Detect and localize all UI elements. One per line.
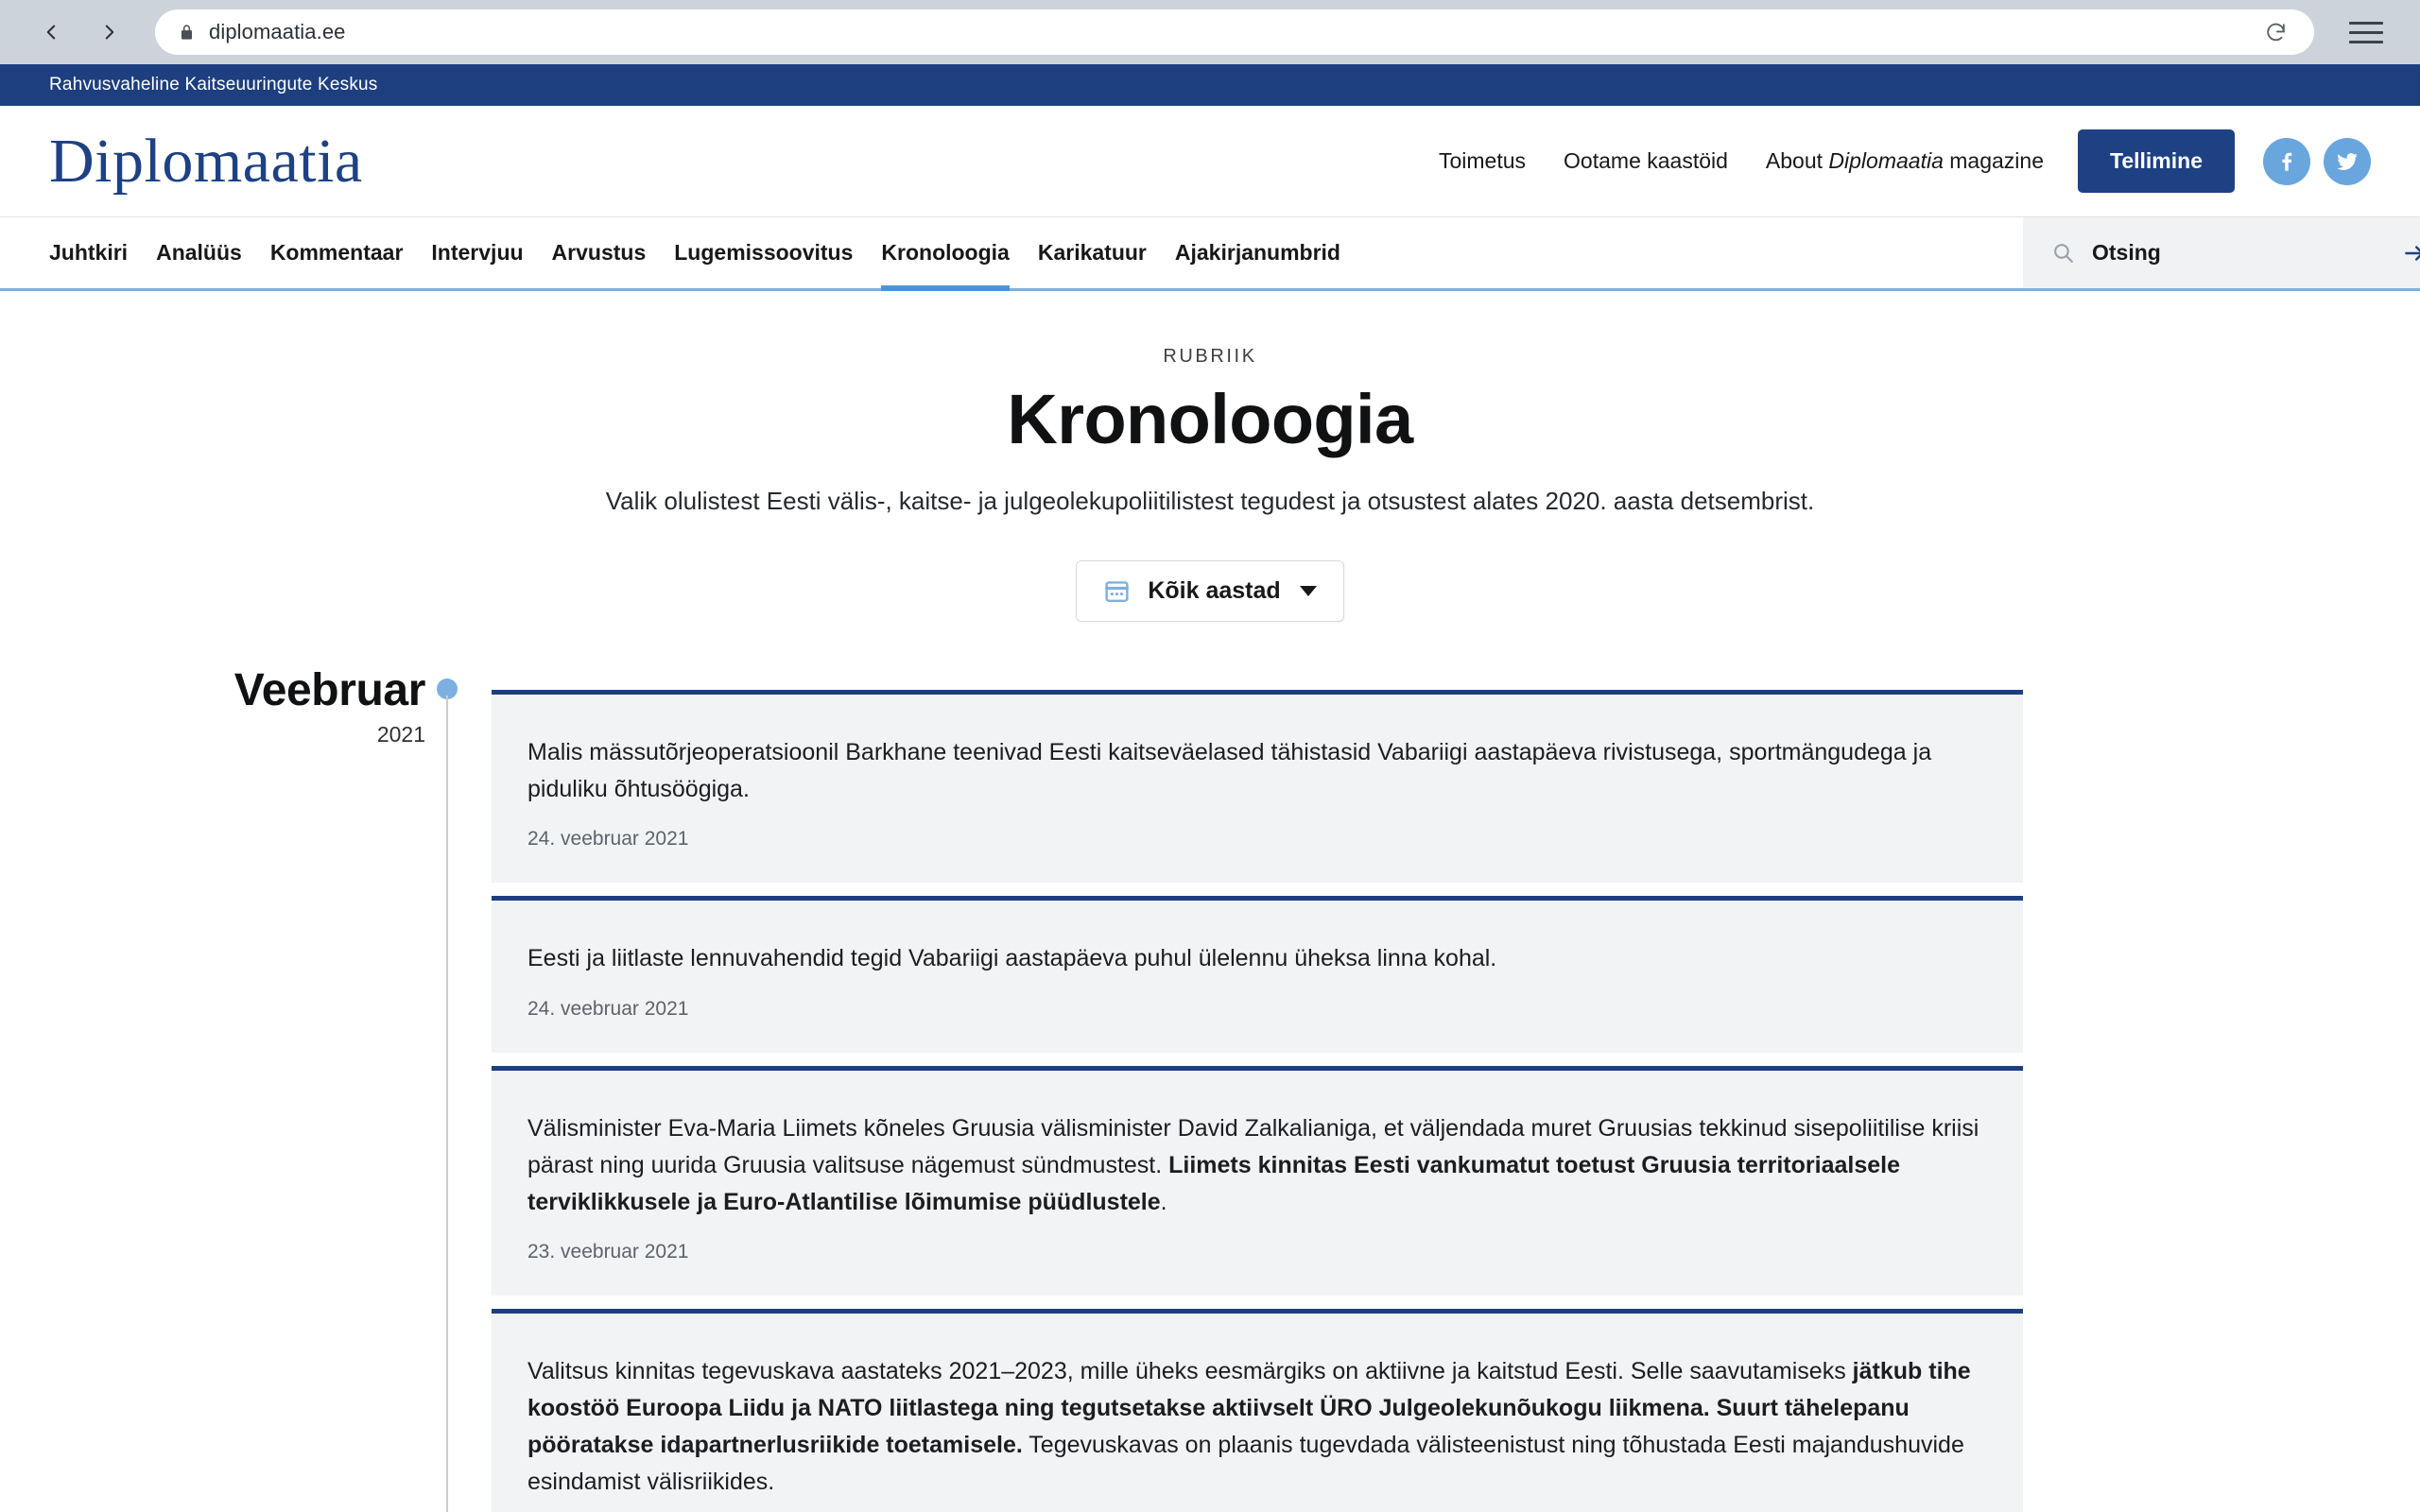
header-link-toimetus[interactable]: Toimetus: [1439, 148, 1527, 173]
nav-item-intervjuu[interactable]: Intervjuu: [431, 240, 524, 265]
entry-text-part-bold: Liimets kinnitas Eesti vankumatut toetust Gruusia territoriaalsele terviklikkusele ja Euro-Atlantilise lõimumise püüdlustele: [527, 1151, 1900, 1215]
entry-text-part: Valitsus kinnitas tegevuskava aastateks 2021–2023, mille üheks eesmärgiks on aktiivne ja kaitstud Eesti. Selle saavutamiseks: [527, 1358, 1853, 1385]
timeline-entry[interactable]: [492, 690, 2023, 884]
nav-item-arvustus[interactable]: Arvustus: [551, 240, 647, 265]
nav-item-ajakirjanumbrid[interactable]: Ajakirjanumbrid: [1174, 240, 1340, 265]
hamburger-icon-line: [2349, 22, 2383, 25]
entry-date: 23. veebruar 2021: [527, 1241, 689, 1263]
page-main: [0, 291, 2420, 1512]
site-logo[interactable]: Diplomaatia: [49, 126, 363, 196]
year-filter-label: Kõik aastad: [1148, 576, 1281, 604]
entry-text: [527, 940, 1987, 977]
organisation-banner: [0, 64, 2420, 106]
calendar-icon: [1103, 577, 1131, 605]
timeline: [0, 664, 2420, 1512]
header-link-kaastoid[interactable]: Ootame kaastöid: [1564, 148, 1728, 173]
search-icon: [2051, 241, 2075, 265]
about-post: magazine: [1943, 148, 2044, 173]
entry-text: [527, 1353, 1987, 1500]
hamburger-icon-line: [2349, 41, 2383, 43]
chevron-down-icon: [1300, 586, 1317, 596]
timeline-entry[interactable]: [492, 1309, 2023, 1512]
browser-back-button[interactable]: [25, 6, 78, 59]
reload-button[interactable]: [2260, 21, 2291, 44]
page-title: Kronoloogia: [1007, 380, 1413, 458]
browser-forward-button[interactable]: [83, 6, 136, 59]
filter-row: [0, 560, 2420, 622]
month-name: Veebruar: [233, 664, 425, 715]
organisation-name: Rahvusvaheline Kaitseuuringute Keskus: [49, 75, 378, 94]
address-bar[interactable]: [155, 9, 2314, 55]
site-header: [0, 106, 2420, 217]
browser-chrome: [0, 0, 2420, 64]
hamburger-icon-line: [2349, 31, 2383, 34]
timeline-entry[interactable]: [492, 1066, 2023, 1296]
nav-item-lugemissoovitus[interactable]: Lugemissoovitus: [674, 240, 854, 265]
main-navigation: [0, 217, 2420, 291]
main-nav-items: [0, 217, 2023, 288]
entry-text-part: Malis mässutõrjeoperatsioonil Barkhane teenivad Eesti kaitseväelased tähistasid Vabariigi aastapäeva rivistusega, sportmängudega ja piduliku õhtusöögiga.: [527, 738, 1932, 802]
entry-text-part: Tegevuskavas on plaanis tugevdada välisteenistust ning tõhustada Eesti majandushuvide esindamist välisriikides.: [527, 1431, 1964, 1495]
nav-item-kommentaar[interactable]: Kommentaar: [269, 240, 404, 265]
entry-date: 24. veebruar 2021: [527, 828, 689, 850]
timeline-entries: [492, 690, 2420, 1512]
entry-text: [527, 1110, 1987, 1220]
facebook-glyph: [2274, 149, 2299, 174]
reload-icon: [2264, 21, 2288, 44]
rubriik-label: RUBRIIK: [1163, 346, 1257, 367]
lock-icon: [178, 24, 196, 42]
timeline-month-block: [233, 664, 2420, 1512]
nav-item-kronoloogia[interactable]: Kronoloogia: [881, 217, 1009, 288]
arrow-right-icon: [2400, 241, 2420, 266]
entry-date: 24. veebruar 2021: [527, 998, 689, 1021]
chevron-left-icon: [39, 20, 63, 44]
header-link-about-magazine[interactable]: [1766, 148, 2044, 174]
chevron-right-icon: [97, 20, 122, 44]
page-header-block: [0, 291, 2420, 519]
url-text: diplomaatia.ee: [209, 20, 346, 43]
browser-menu-button[interactable]: [2337, 6, 2395, 59]
twitter-icon[interactable]: [2324, 138, 2371, 185]
page-description: Valik olulistest Eesti välis-, kaitse- ja julgeolekupoliitilistest tegudest ja otsustest alates 2020. aasta detsembrist.: [605, 487, 1815, 516]
entry-text-part: .: [1160, 1188, 1167, 1215]
entry-text-part: Eesti ja liitlaste lennuvahendid tegid Vabariigi aastapäeva puhul ülelennu üheksa linna kohal.: [527, 945, 1497, 972]
nav-item-karikatuur[interactable]: Karikatuur: [1037, 240, 1147, 265]
search-input[interactable]: [2092, 240, 2383, 266]
search-box: [2023, 217, 2420, 288]
facebook-icon[interactable]: [2263, 138, 2310, 185]
about-pre: About: [1765, 148, 1829, 173]
entry-text: [527, 734, 1987, 808]
timeline-month-label: [0, 664, 425, 747]
nav-item-analuus[interactable]: Analüüs: [156, 240, 242, 265]
nav-item-juhtkiri[interactable]: Juhtkiri: [49, 240, 129, 265]
header-secondary-nav: [1439, 148, 2044, 174]
timeline-entry[interactable]: [492, 896, 2023, 1053]
timeline-line: [446, 696, 448, 1512]
entry-text-part-bold: jätkub tihe koostöö Euroopa Liidu ja NATO liitlastega ning tegutsetakse aktiivselt ÜRO Julgeolekunõukogu liikmena. Suurt tähelepanu pööratakse idapartnerlusriikide toetamisele.: [527, 1358, 1971, 1458]
social-links: [2263, 138, 2371, 185]
month-year: 2021: [376, 722, 425, 747]
twitter-glyph: [2335, 149, 2360, 174]
subscribe-button[interactable]: Tellimine: [2078, 129, 2235, 193]
year-filter-dropdown[interactable]: [1076, 560, 1343, 622]
about-italic: Diplomaatia: [1828, 148, 1944, 173]
search-submit-button[interactable]: [2400, 241, 2420, 266]
header-right-group: [1439, 129, 2371, 193]
entry-text-part: Välisminister Eva-Maria Liimets kõneles Gruusia välisminister David Zalkalianiga, et väljendada muret Gruusias tekkinud sisepoliitilise kriisi pärast ning uurida Gruusia valitsuse nägemust sündmustest.: [527, 1115, 1979, 1178]
